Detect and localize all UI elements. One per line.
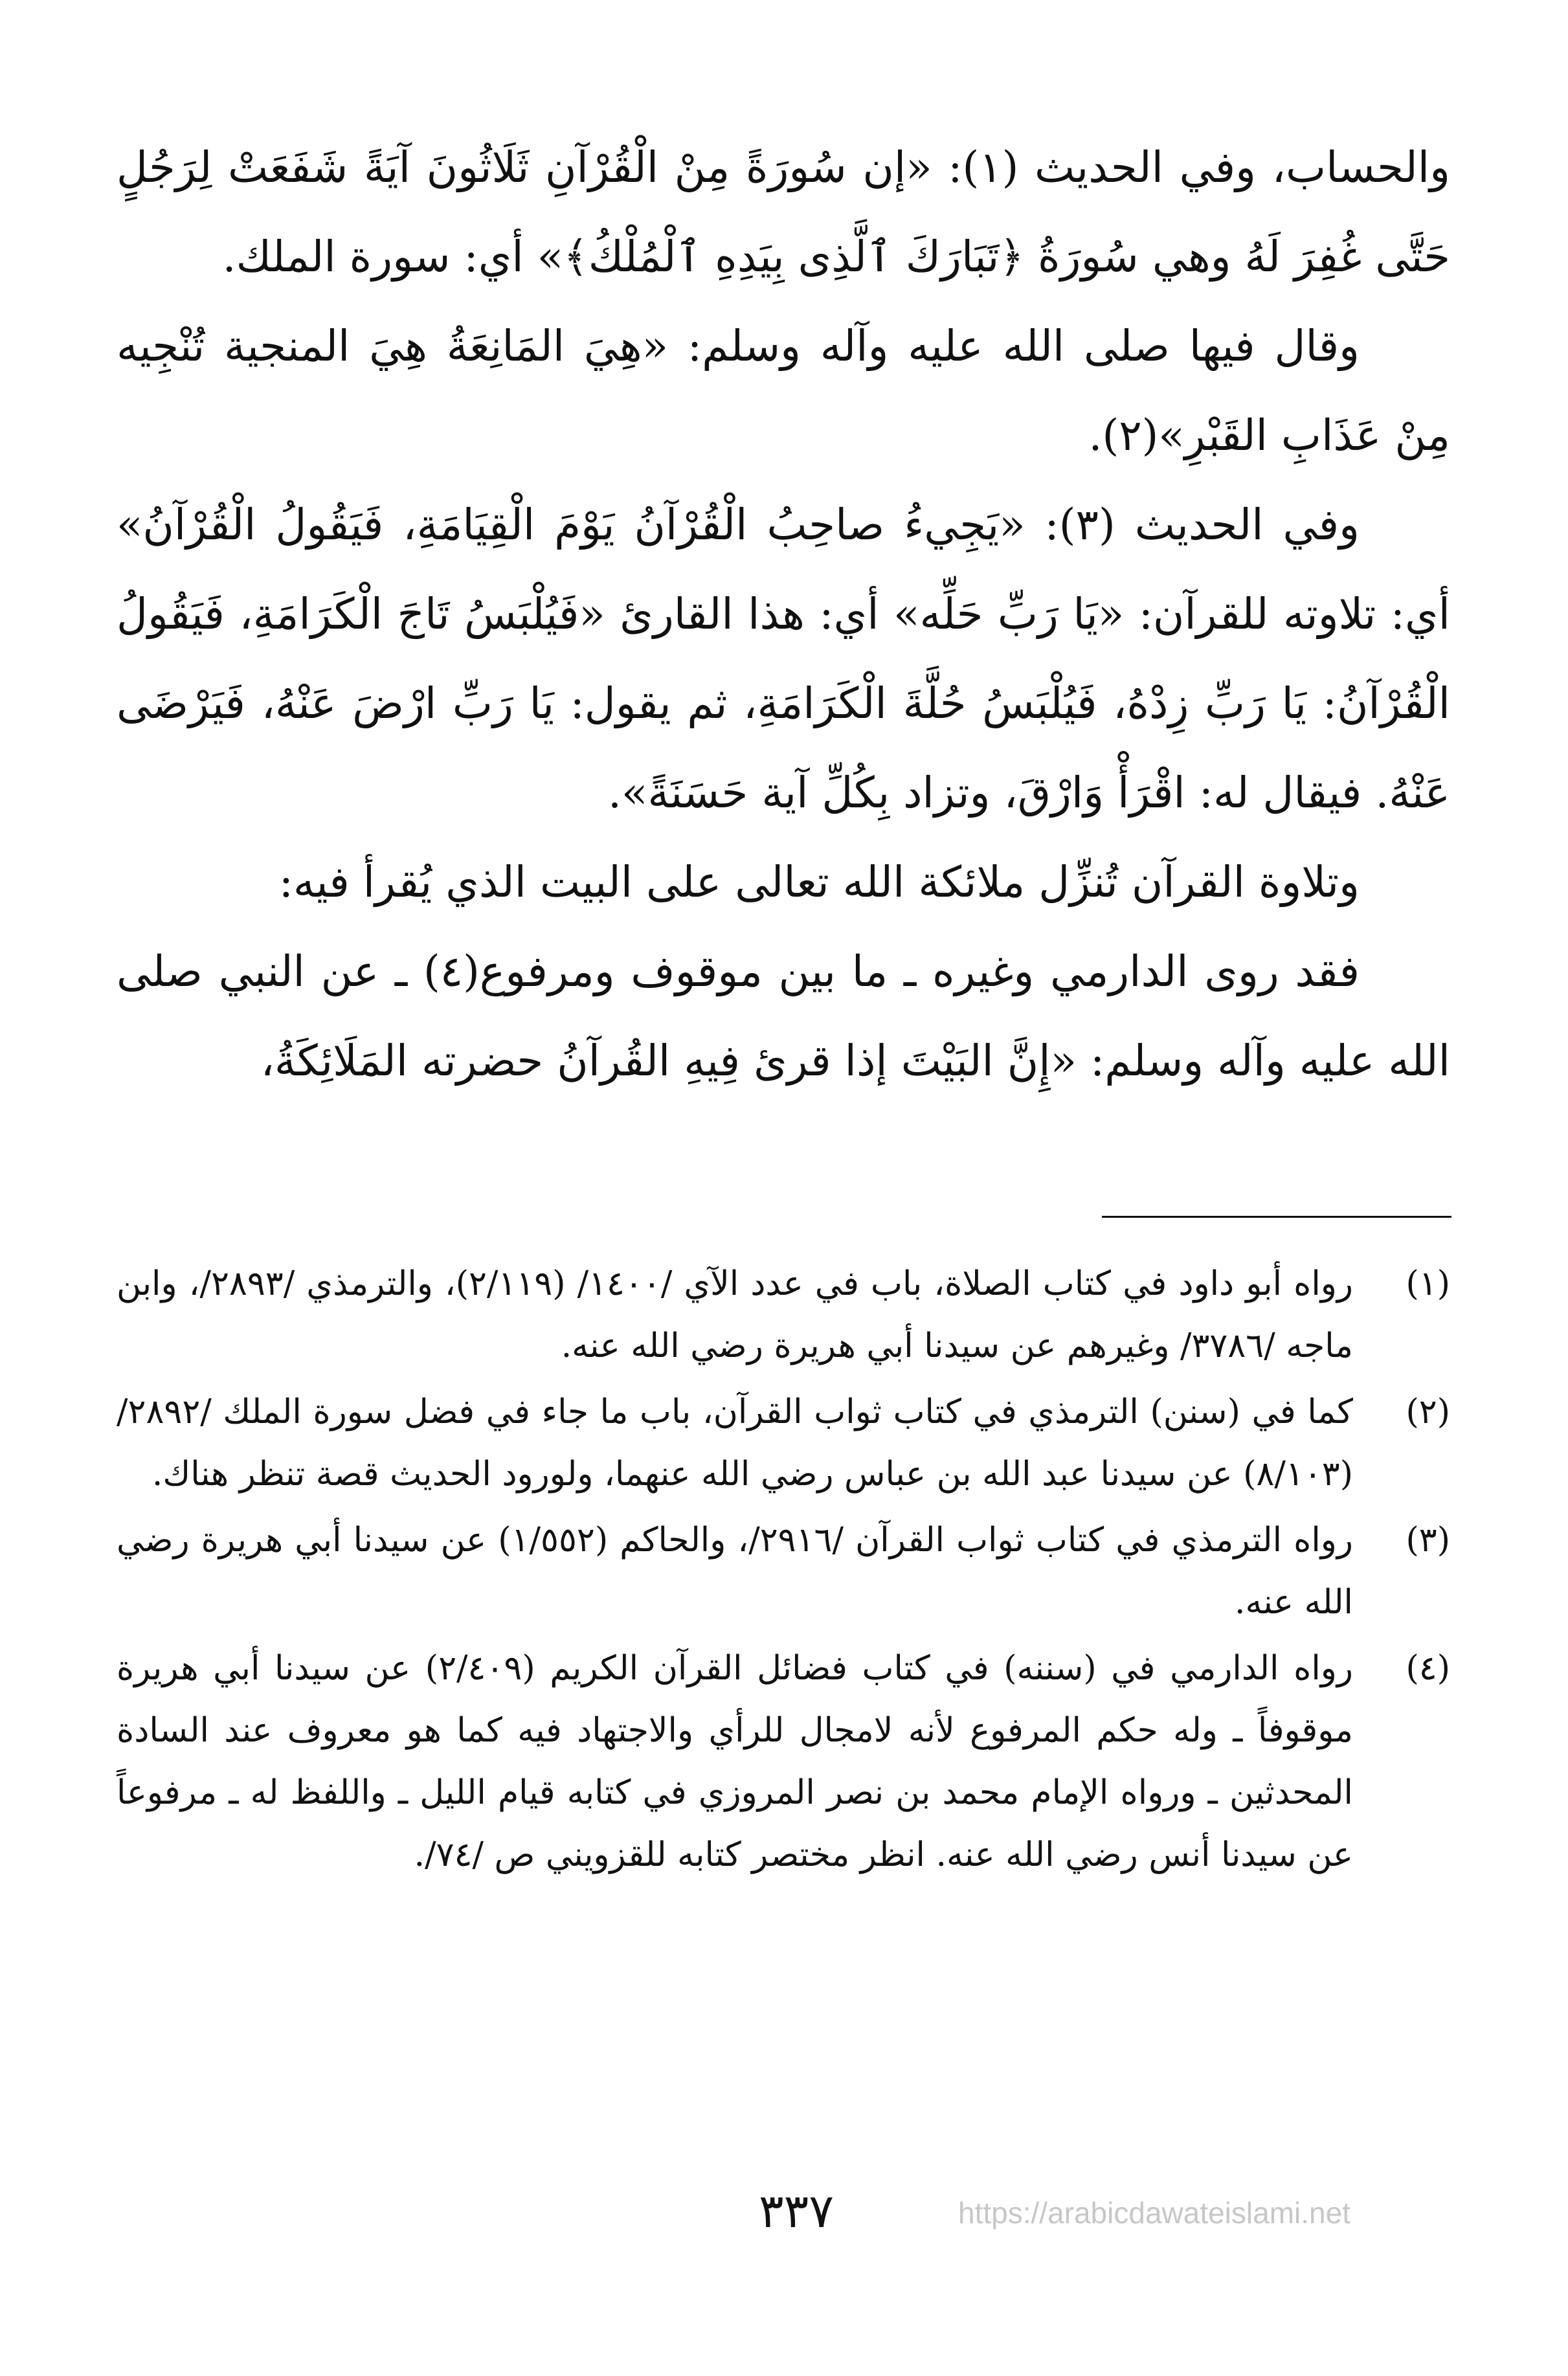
paragraph-angels-descend: وتلاوة القرآن تُنزِّل ملائكة الله تعالى على البيت الذي يُقرأ فيه: [278,857,1360,907]
paragraph-mania-munjiya: وقال فيها صلى الله عليه وآله وسلم: «هِيَ المَانِعَةُ هِيَ المنجية تُنْجِيه مِنْ عَذَابِ القَبْرِ»(٢). [117,321,1450,460]
footnote-text: رواه الترمذي في كتاب ثواب القرآن /٢٩١٦/، والحاكم (١/٥٥٢) عن سيدنا أبي هريرة رضي الله عنه. [117,1521,1354,1622]
page-number: ٣٣٧ [758,2184,834,2238]
footnote-number: (٤) [1406,1649,1450,1688]
footnote-3 [117,1509,1450,1633]
footnote-separator [1102,1216,1451,1218]
footnotes-section [117,1253,1450,1890]
footnote-text: كما في (سنن) الترمذي في كتاب ثواب القرآن، باب ما جاء في فضل سورة الملك /٢٨٩٢/ (٨/١٠٣) عن سيدنا عبد الله بن عباس رضي الله عنهما، ولورود الحديث قصة تنظر هناك. [117,1393,1353,1494]
footnote-text: رواه أبو داود في كتاب الصلاة، باب في عدد الآي /١٤٠٠/ (٢/١١٩)، والترمذي /٢٨٩٣/، وابن ماجه /٣٧٨٦/ وغيرهم عن سيدنا أبي هريرة رضي الله عنه. [117,1264,1353,1365]
footnote-2 [117,1381,1450,1505]
paragraph-hadith-surah-mulk: والحساب، وفي الحديث (١): «إن سُورَةً مِنْ الْقُرْآنِ ثَلَاثُونَ آيَةً شَفَعَتْ لِرَجُلٍ حَتَّى غُفِرَ لَهُ وهي سُورَةُ ﴿تَبَارَكَ ٱلَّذِى بِيَدِهِ ٱلْمُلْكُ﴾» أي: سورة الملك. [117,142,1450,282]
footnote-number: (٣) [1406,1521,1450,1560]
footnote-number: (١) [1406,1264,1450,1303]
footnote-1 [117,1253,1450,1377]
footnote-text: رواه الدارمي في (سننه) في كتاب فضائل القرآن الكريم (٢/٤٠٩) عن سيدنا أبي هريرة موقوفاً ـ وله حكم المرفوع لأنه لامجال للرأي والاجتهاد فيه كما هو معروف عند السادة المحدثين ـ ورواه الإمام محمد بن نصر المروزي في كتابه قيام الليل ـ واللفظ له ـ مرفوعاً عن سيدنا أنس رضي الله عنه. انظر مختصر كتابه للقزويني ص /٧٤/. [117,1649,1354,1874]
footnote-4 [117,1637,1450,1886]
footnote-number: (٢) [1406,1393,1450,1431]
paragraph-darimi-narration: فقد روى الدارمي وغيره ـ ما بين موقوف ومرفوع(٤) ـ عن النبي صلى الله عليه وآله وسلم: «إِنَّ البَيْتَ إذا قرئ فِيهِ القُرآنُ حضرته المَلَائِكَةُ، [117,947,1450,1086]
main-text-body [117,123,1450,1106]
paragraph-quran-companion: وفي الحديث (٣): «يَجِيءُ صاحِبُ الْقُرْآنُ يَوْمَ الْقِيَامَةِ، فَيَقُولُ الْقُرْآنُ» أي: تلاوته للقرآن: «يَا رَبِّ حَلِّه» أي: هذا القارئ «فَيُلْبَسُ تَاجَ الْكَرَامَةِ، فَيَقُولُ الْقُرْآنُ: يَا رَبِّ زِدْهُ، فَيُلْبَسُ حُلَّةَ الْكَرَامَةِ، ثم يقول: يَا رَبِّ ارْضَ عَنْهُ، فَيَرْضَى عَنْهُ. فيقال له: اقْرَأْ وَارْقَ، وتزاد بِكُلِّ آية حَسَنَةً». [117,500,1450,818]
watermark-url: https://arabicdawateislami.net [958,2196,1350,2230]
